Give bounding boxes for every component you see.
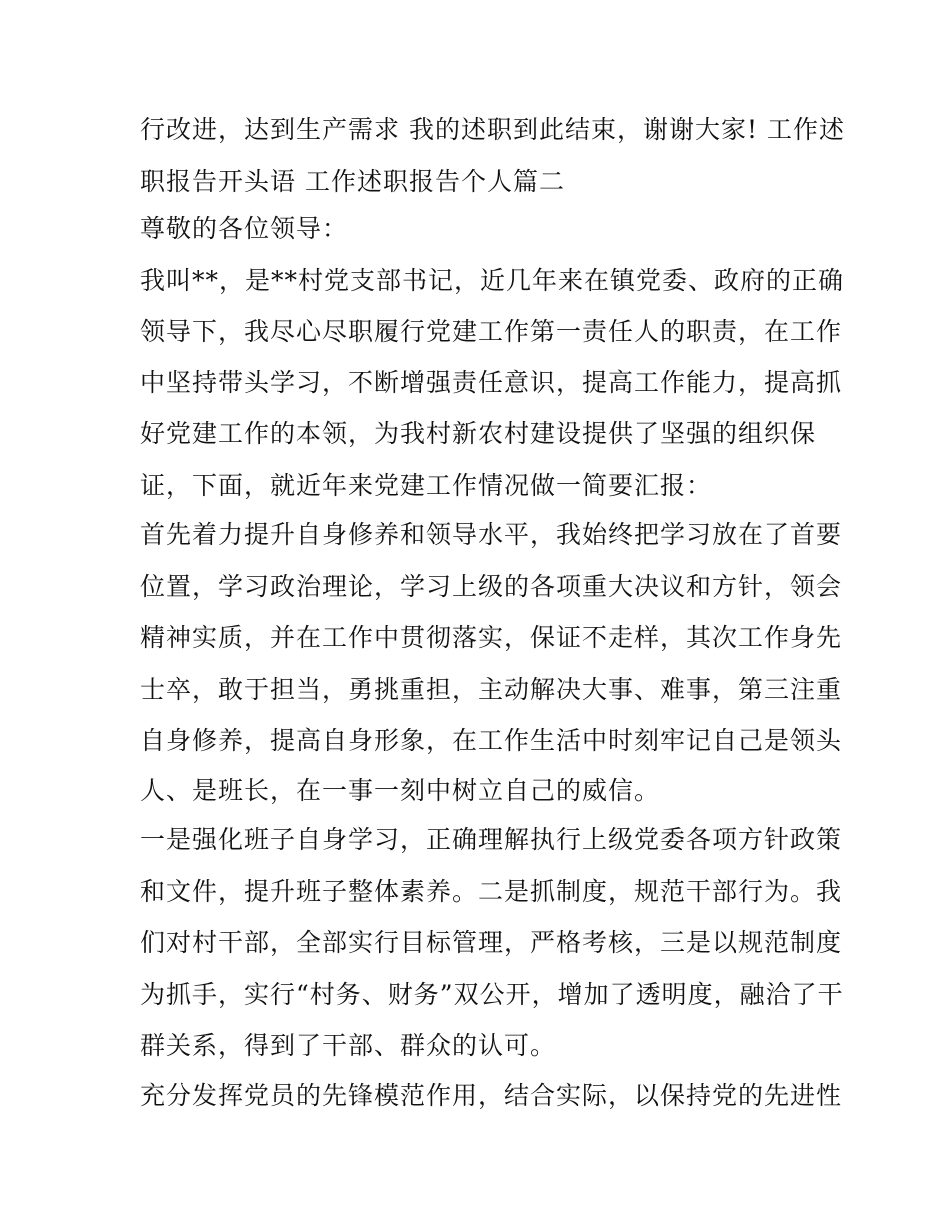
text-line: 行改进，达到生产需求 我的述职到此结束，谢谢大家! 工作述 — [140, 115, 845, 144]
text-line: 领导下，我尽心尽职履行党建工作第一责任人的职责，在工作 — [140, 317, 843, 346]
text-line: 中坚持带头学习，不断增强责任意识，提高工作能力，提高抓 — [140, 368, 843, 397]
text-line: 证，下面，就近年来党建工作情况做一简要汇报： — [140, 471, 713, 500]
text-line: 职报告开头语 工作述职报告个人篇二 — [140, 167, 565, 196]
text-line: 位置，学习政治理论，学习上级的各项重大决议和方针，领会 — [140, 572, 843, 601]
text-line: 充分发挥党员的先锋模范作用，结合实际，以保持党的先进性 — [140, 1081, 843, 1110]
text-line: 尊敬的各位领导： — [140, 214, 349, 243]
text-line: 士卒，敢于担当，勇挑重担，主动解决大事、难事，第三注重 — [140, 675, 843, 704]
text-line: 们对村干部，全部实行目标管理，严格考核，三是以规范制度 — [140, 928, 843, 957]
text-line: 和文件，提升班子整体素养。二是抓制度，规范干部行为。我 — [140, 877, 843, 906]
text-line: 一是强化班子自身学习，正确理解执行上级党委各项方针政策 — [140, 825, 843, 854]
text-line: 为抓手，实行“村务、财务”双公开，增加了透明度，融洽了干 — [140, 980, 844, 1009]
text-line: 群关系，得到了干部、群众的认可。 — [140, 1031, 557, 1060]
text-line: 首先着力提升自身修养和领导水平，我始终把学习放在了首要 — [140, 520, 843, 549]
text-line: 自身修养，提高自身形象，在工作生活中时刻牢记自己是领头 — [140, 726, 843, 755]
text-line: 好党建工作的本领，为我村新农村建设提供了坚强的组织保 — [140, 419, 817, 448]
text-line: 人、是班长，在一事一刻中树立自己的威信。 — [140, 776, 661, 805]
text-line: 精神实质，并在工作中贯彻落实，保证不走样，其次工作身先 — [140, 623, 843, 652]
text-line: 我叫**，是**村党支部书记，近几年来在镇党委、政府的正确 — [140, 266, 845, 295]
